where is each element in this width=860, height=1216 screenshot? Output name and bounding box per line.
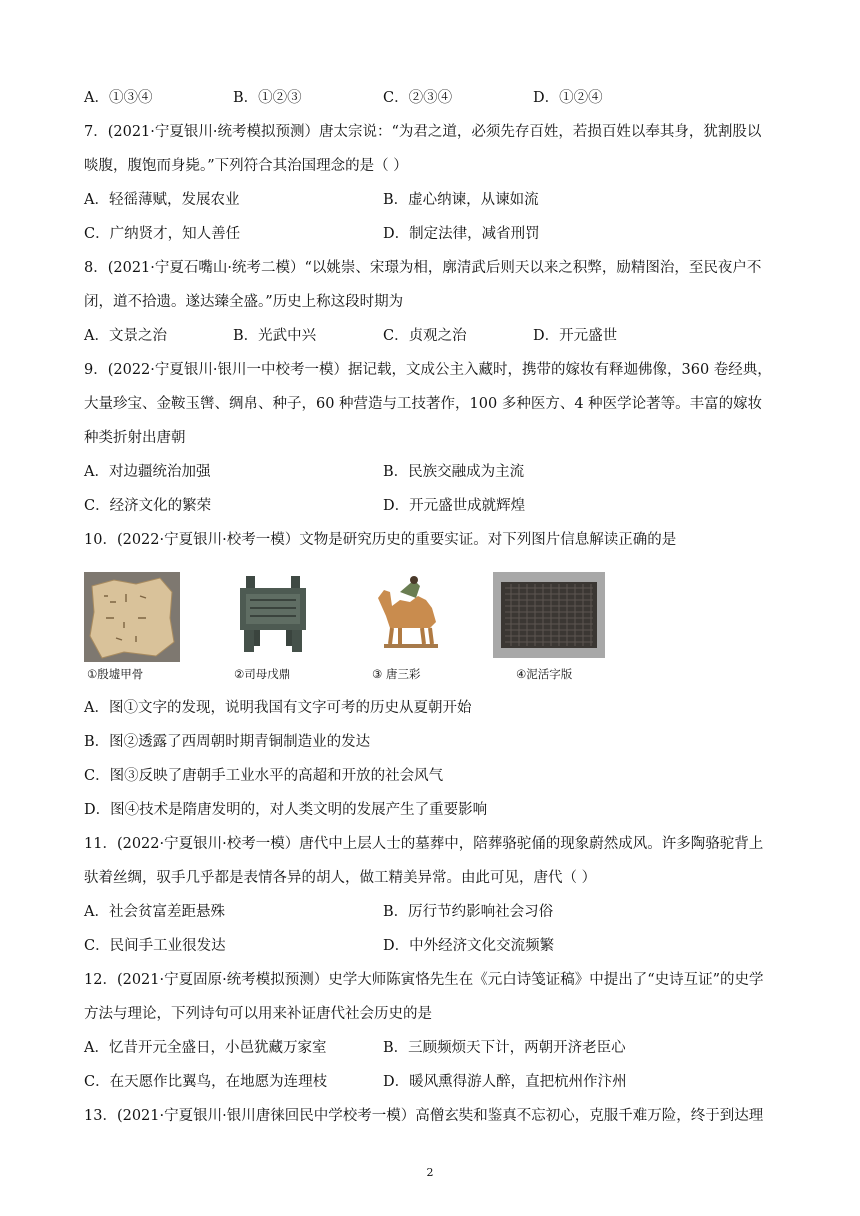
- q9-stem-line2: 大量珍宝、金鞍玉辔、绸帛、种子，60 种营造与工技著作，100 多种医方、4 种医学论著等。丰富的嫁妆: [84, 396, 763, 412]
- q10-option-c: C．图③反映了唐朝手工业水平的高超和开放的社会风气: [84, 768, 444, 784]
- q9-stem-line3: 种类折射出唐朝: [84, 430, 186, 446]
- q6-option-c: C．②③④: [383, 90, 453, 106]
- q11-option-d: D．中外经济文化交流频繁: [383, 938, 555, 954]
- q12-option-d: D．暖风熏得游人醉，直把杭州作汴州: [383, 1074, 627, 1090]
- q10-option-d: D．图④技术是隋唐发明的，对人类文明的发展产生了重要影响: [84, 802, 488, 818]
- q6-option-a: A．①③④: [84, 90, 153, 106]
- q9-stem-line1: 9．(2022·宁夏银川·银川一中校考一模）据记载，文成公主入藏时，携带的嫁妆有释迦佛像，360 卷经典，: [84, 362, 772, 378]
- q10-option-b: B．图②透露了西周朝时期青铜制造业的发达: [84, 734, 371, 750]
- q8-option-b: B．光武中兴: [233, 328, 317, 344]
- q11-stem-line2: 驮着丝绸，驭手几乎都是表情各异的胡人，做工精美异常。由此可见，唐代（ ）: [84, 870, 597, 886]
- q7-stem-line1: 7．(2021·宁夏银川·统考模拟预测）唐太宗说：“为君之道，必须先存百姓，若损百姓以奉其身，犹割股以: [84, 124, 762, 140]
- page-number: 2: [426, 1166, 434, 1179]
- q13-stem-line1: 13．(2021·宁夏银川·银川唐徕回民中学校考一模）高僧玄奘和鉴真不忘初心，克服千难万险，终于到达理: [84, 1108, 764, 1124]
- q9-option-a: A．对边疆统治加强: [84, 464, 211, 480]
- q9-option-c: C．经济文化的繁荣: [84, 498, 212, 514]
- q7-option-a: A．轻徭薄赋，发展农业: [84, 192, 240, 208]
- q8-option-d: D．开元盛世: [533, 328, 618, 344]
- oracle-bone-image: [84, 572, 180, 662]
- q7-option-b: B．虚心纳谏，从谏如流: [383, 192, 539, 208]
- q9-option-d: D．开元盛世成就辉煌: [383, 498, 526, 514]
- q6-option-b: B．①②③: [233, 90, 302, 106]
- caption-tang-sancai: ③ 唐三彩: [372, 667, 421, 681]
- bronze-ding-image: [232, 572, 314, 658]
- caption-clay-type: ④泥活字版: [516, 667, 573, 681]
- q7-stem-line2: 啖腹，腹饱而身毙。”下列符合其治国理念的是（ ）: [84, 158, 408, 174]
- q12-option-b: B．三顾频烦天下计，两朝开济老臣心: [383, 1040, 626, 1056]
- q8-stem-line1: 8．(2021·宁夏石嘴山·统考二模）“以姚崇、宋璟为相，廓清武后则天以来之积弊，励精图治，至民夜户不: [84, 260, 762, 276]
- q8-option-c: C．贞观之治: [383, 328, 467, 344]
- q12-option-a: A．忆昔开元全盛日，小邑犹藏万家室: [84, 1040, 327, 1056]
- q8-option-a: A．文景之治: [84, 328, 167, 344]
- q11-option-b: B．厉行节约影响社会习俗: [383, 904, 554, 920]
- q6-option-d: D．①②④: [533, 90, 603, 106]
- q10-stem-line1: 10．(2022·宁夏银川·校考一模）文物是研究历史的重要实证。对下列图片信息解读正确的是: [84, 532, 677, 548]
- caption-bronze-ding: ②司母戊鼎: [234, 667, 291, 681]
- q7-option-c: C．广纳贤才，知人善任: [84, 226, 241, 242]
- q11-option-a: A．社会贫富差距悬殊: [84, 904, 225, 920]
- q12-stem-line1: 12．(2021·宁夏固原·统考模拟预测）史学大师陈寅恪先生在《元白诗笺证稿》中提出了“史诗互证”的史学: [84, 972, 764, 988]
- q7-option-d: D．制定法律，减省刑罚: [383, 226, 540, 242]
- q11-stem-line1: 11．(2022·宁夏银川·校考一模）唐代中上层人士的墓葬中，陪葬骆驼俑的现象蔚然成风。许多陶骆驼背上: [84, 836, 764, 852]
- q10-option-a: A．图①文字的发现，说明我国有文字可考的历史从夏朝开始: [84, 700, 472, 716]
- tang-sancai-camel-image: [370, 572, 452, 650]
- q8-stem-line2: 闭，道不拾遗。遂达臻全盛。”历史上称这段时期为: [84, 294, 404, 310]
- q11-option-c: C．民间手工业很发达: [84, 938, 226, 954]
- q9-option-b: B．民族交融成为主流: [383, 464, 525, 480]
- clay-movable-type-image: [493, 572, 605, 658]
- q12-option-c: C．在天愿作比翼鸟，在地愿为连理枝: [84, 1074, 328, 1090]
- q12-stem-line2: 方法与理论，下列诗句可以用来补证唐代社会历史的是: [84, 1006, 432, 1022]
- caption-oracle-bone: ①殷墟甲骨: [87, 667, 144, 681]
